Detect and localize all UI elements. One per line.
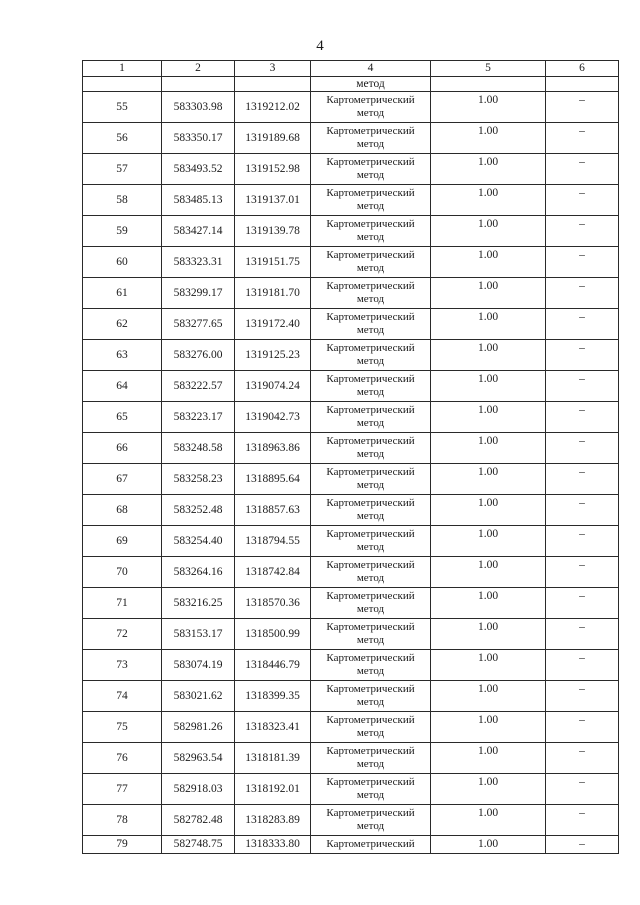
method-line-2: метод	[356, 231, 385, 243]
method-cell	[311, 464, 431, 495]
note-cell: –	[546, 185, 619, 216]
method-cell	[311, 495, 431, 526]
x-coordinate-cell: 583074.19	[162, 650, 235, 681]
accuracy-cell: 1.00	[431, 123, 546, 154]
continuation-text: метод	[311, 77, 431, 92]
method-line-1: Картометрический	[326, 838, 415, 850]
y-coordinate-cell: 1318742.84	[235, 557, 311, 588]
method-line-1: Картометрический	[326, 435, 415, 447]
method-line-1: Картометрический	[326, 497, 415, 509]
table-row	[83, 495, 619, 526]
point-number-cell: 65	[83, 402, 162, 433]
point-number-cell: 79	[83, 836, 162, 854]
table-row	[83, 588, 619, 619]
x-coordinate-cell: 583303.98	[162, 92, 235, 123]
table-row	[83, 402, 619, 433]
y-coordinate-cell: 1318283.89	[235, 805, 311, 836]
method-line-2: метод	[356, 138, 385, 150]
method-cell	[311, 123, 431, 154]
point-number-cell: 58	[83, 185, 162, 216]
point-number-cell: 78	[83, 805, 162, 836]
method-cell	[311, 247, 431, 278]
method-cell	[311, 588, 431, 619]
note-cell: –	[546, 402, 619, 433]
method-line-2: метод	[356, 634, 385, 646]
point-number-cell: 69	[83, 526, 162, 557]
accuracy-cell: 1.00	[431, 495, 546, 526]
accuracy-cell: 1.00	[431, 154, 546, 185]
y-coordinate-cell: 1319181.70	[235, 278, 311, 309]
point-number-cell: 64	[83, 371, 162, 402]
method-cell	[311, 154, 431, 185]
accuracy-cell: 1.00	[431, 774, 546, 805]
y-coordinate-cell: 1318181.39	[235, 743, 311, 774]
point-number-cell: 56	[83, 123, 162, 154]
table-header-row	[83, 61, 619, 77]
method-line-2: метод	[356, 727, 385, 739]
method-line-1: Картометрический	[326, 249, 415, 261]
y-coordinate-cell: 1318192.01	[235, 774, 311, 805]
method-line-2: метод	[356, 107, 385, 119]
method-line-1: Картометрический	[326, 373, 415, 385]
note-cell: –	[546, 588, 619, 619]
x-coordinate-cell: 583277.65	[162, 309, 235, 340]
table-row	[83, 340, 619, 371]
point-number-cell: 66	[83, 433, 162, 464]
note-cell: –	[546, 650, 619, 681]
table-row	[83, 836, 619, 854]
column-header: 3	[235, 61, 311, 77]
y-coordinate-cell: 1319125.23	[235, 340, 311, 371]
method-cell	[311, 774, 431, 805]
method-line-2: метод	[356, 355, 385, 367]
accuracy-cell: 1.00	[431, 588, 546, 619]
y-coordinate-cell: 1318857.63	[235, 495, 311, 526]
method-cell	[311, 836, 431, 854]
note-cell: –	[546, 154, 619, 185]
method-cell	[311, 309, 431, 340]
method-line-1: Картометрический	[326, 807, 415, 819]
column-header: 1	[83, 61, 162, 77]
note-cell: –	[546, 464, 619, 495]
method-line-2: метод	[356, 696, 385, 708]
point-number-cell: 74	[83, 681, 162, 712]
y-coordinate-cell: 1318963.86	[235, 433, 311, 464]
accuracy-cell: 1.00	[431, 402, 546, 433]
method-line-1: Картометрический	[326, 466, 415, 478]
table-row	[83, 557, 619, 588]
x-coordinate-cell: 583264.16	[162, 557, 235, 588]
column-header: 6	[546, 61, 619, 77]
method-cell	[311, 278, 431, 309]
method-line-2: метод	[356, 789, 385, 801]
note-cell: –	[546, 836, 619, 854]
method-line-2: метод	[356, 479, 385, 491]
note-cell: –	[546, 774, 619, 805]
x-coordinate-cell: 583299.17	[162, 278, 235, 309]
method-line-1: Картометрический	[326, 342, 415, 354]
point-number-cell: 60	[83, 247, 162, 278]
point-number-cell: 63	[83, 340, 162, 371]
point-number-cell: 71	[83, 588, 162, 619]
table-row	[83, 681, 619, 712]
x-coordinate-cell: 583427.14	[162, 216, 235, 247]
accuracy-cell: 1.00	[431, 805, 546, 836]
method-line-2: метод	[356, 758, 385, 770]
accuracy-cell: 1.00	[431, 557, 546, 588]
coordinates-table	[82, 60, 619, 854]
note-cell: –	[546, 805, 619, 836]
x-coordinate-cell: 582963.54	[162, 743, 235, 774]
note-cell: –	[546, 340, 619, 371]
y-coordinate-cell: 1319212.02	[235, 92, 311, 123]
method-line-1: Картометрический	[326, 590, 415, 602]
method-line-1: Картометрический	[326, 683, 415, 695]
note-cell: –	[546, 712, 619, 743]
point-number-cell: 55	[83, 92, 162, 123]
method-line-2: метод	[356, 510, 385, 522]
method-line-1: Картометрический	[326, 714, 415, 726]
table-row	[83, 712, 619, 743]
table-row	[83, 805, 619, 836]
note-cell: –	[546, 526, 619, 557]
x-coordinate-cell: 583021.62	[162, 681, 235, 712]
accuracy-cell: 1.00	[431, 650, 546, 681]
note-cell: –	[546, 681, 619, 712]
method-cell	[311, 681, 431, 712]
method-line-1: Картометрический	[326, 156, 415, 168]
y-coordinate-cell: 1318794.55	[235, 526, 311, 557]
method-line-1: Картометрический	[326, 311, 415, 323]
accuracy-cell: 1.00	[431, 247, 546, 278]
method-cell	[311, 433, 431, 464]
point-number-cell: 77	[83, 774, 162, 805]
point-number-cell: 61	[83, 278, 162, 309]
table-row	[83, 743, 619, 774]
point-number-cell: 67	[83, 464, 162, 495]
method-cell	[311, 712, 431, 743]
accuracy-cell: 1.00	[431, 743, 546, 774]
note-cell: –	[546, 495, 619, 526]
note-cell: –	[546, 619, 619, 650]
column-header: 5	[431, 61, 546, 77]
method-line-2: метод	[356, 665, 385, 677]
note-cell: –	[546, 433, 619, 464]
table-row	[83, 216, 619, 247]
point-number-cell: 75	[83, 712, 162, 743]
method-line-2: метод	[356, 541, 385, 553]
note-cell: –	[546, 278, 619, 309]
table-row	[83, 464, 619, 495]
point-number-cell: 70	[83, 557, 162, 588]
y-coordinate-cell: 1319137.01	[235, 185, 311, 216]
note-cell: –	[546, 557, 619, 588]
x-coordinate-cell: 583485.13	[162, 185, 235, 216]
method-line-1: Картометрический	[326, 125, 415, 137]
x-coordinate-cell: 583223.17	[162, 402, 235, 433]
x-coordinate-cell: 582782.48	[162, 805, 235, 836]
note-cell: –	[546, 743, 619, 774]
note-cell: –	[546, 309, 619, 340]
accuracy-cell: 1.00	[431, 309, 546, 340]
method-line-2: метод	[356, 293, 385, 305]
method-line-1: Картометрический	[326, 528, 415, 540]
y-coordinate-cell: 1319172.40	[235, 309, 311, 340]
table-row	[83, 185, 619, 216]
page-number: 4	[316, 38, 324, 54]
table-row	[83, 92, 619, 123]
note-cell: –	[546, 371, 619, 402]
y-coordinate-cell: 1318446.79	[235, 650, 311, 681]
method-line-1: Картометрический	[326, 187, 415, 199]
y-coordinate-cell: 1319151.75	[235, 247, 311, 278]
method-line-2: метод	[356, 324, 385, 336]
y-coordinate-cell: 1318333.80	[235, 836, 311, 854]
table-row	[83, 619, 619, 650]
table-row	[83, 371, 619, 402]
method-line-1: Картометрический	[326, 404, 415, 416]
y-coordinate-cell: 1319152.98	[235, 154, 311, 185]
y-coordinate-cell: 1319074.24	[235, 371, 311, 402]
method-line-1: Картометрический	[326, 652, 415, 664]
accuracy-cell: 1.00	[431, 712, 546, 743]
y-coordinate-cell: 1318399.35	[235, 681, 311, 712]
method-cell	[311, 185, 431, 216]
accuracy-cell: 1.00	[431, 681, 546, 712]
method-cell	[311, 340, 431, 371]
method-line-1: Картометрический	[326, 559, 415, 571]
y-coordinate-cell: 1319189.68	[235, 123, 311, 154]
table-row	[83, 309, 619, 340]
method-cell	[311, 557, 431, 588]
table-row	[83, 650, 619, 681]
method-line-2: метод	[356, 169, 385, 181]
x-coordinate-cell: 583254.40	[162, 526, 235, 557]
x-coordinate-cell: 583350.17	[162, 123, 235, 154]
method-cell	[311, 619, 431, 650]
note-cell: –	[546, 216, 619, 247]
point-number-cell: 59	[83, 216, 162, 247]
table-row	[83, 278, 619, 309]
x-coordinate-cell: 582981.26	[162, 712, 235, 743]
x-coordinate-cell: 583248.58	[162, 433, 235, 464]
point-number-cell: 62	[83, 309, 162, 340]
accuracy-cell: 1.00	[431, 278, 546, 309]
method-line-2: метод	[356, 262, 385, 274]
method-line-1: Картометрический	[326, 776, 415, 788]
accuracy-cell: 1.00	[431, 185, 546, 216]
note-cell: –	[546, 92, 619, 123]
point-number-cell: 72	[83, 619, 162, 650]
x-coordinate-cell: 583258.23	[162, 464, 235, 495]
method-cell	[311, 650, 431, 681]
method-line-2: метод	[356, 200, 385, 212]
y-coordinate-cell: 1318500.99	[235, 619, 311, 650]
accuracy-cell: 1.00	[431, 340, 546, 371]
accuracy-cell: 1.00	[431, 464, 546, 495]
table-row	[83, 123, 619, 154]
table-row	[83, 247, 619, 278]
method-cell	[311, 402, 431, 433]
method-line-1: Картометрический	[326, 218, 415, 230]
method-cell	[311, 371, 431, 402]
x-coordinate-cell: 583153.17	[162, 619, 235, 650]
method-line-2: метод	[356, 820, 385, 832]
method-line-1: Картометрический	[326, 280, 415, 292]
x-coordinate-cell: 582918.03	[162, 774, 235, 805]
y-coordinate-cell: 1318323.41	[235, 712, 311, 743]
x-coordinate-cell: 583252.48	[162, 495, 235, 526]
point-number-cell: 57	[83, 154, 162, 185]
method-cell	[311, 526, 431, 557]
method-cell	[311, 743, 431, 774]
method-line-1: Картометрический	[326, 621, 415, 633]
method-cell	[311, 216, 431, 247]
method-line-1: Картометрический	[326, 94, 415, 106]
x-coordinate-cell: 583493.52	[162, 154, 235, 185]
x-coordinate-cell: 582748.75	[162, 836, 235, 854]
x-coordinate-cell: 583222.57	[162, 371, 235, 402]
accuracy-cell: 1.00	[431, 619, 546, 650]
x-coordinate-cell: 583276.00	[162, 340, 235, 371]
table-row	[83, 154, 619, 185]
point-number-cell: 76	[83, 743, 162, 774]
method-line-2: метод	[356, 572, 385, 584]
x-coordinate-cell: 583216.25	[162, 588, 235, 619]
note-cell: –	[546, 247, 619, 278]
method-line-2: метод	[356, 448, 385, 460]
y-coordinate-cell: 1318895.64	[235, 464, 311, 495]
method-line-2: метод	[356, 417, 385, 429]
method-cell	[311, 805, 431, 836]
continuation-row	[83, 77, 619, 92]
accuracy-cell: 1.00	[431, 526, 546, 557]
y-coordinate-cell: 1318570.36	[235, 588, 311, 619]
accuracy-cell: 1.00	[431, 433, 546, 464]
column-header: 2	[162, 61, 235, 77]
accuracy-cell: 1.00	[431, 836, 546, 854]
method-line-2: метод	[356, 386, 385, 398]
accuracy-cell: 1.00	[431, 216, 546, 247]
table-row	[83, 526, 619, 557]
y-coordinate-cell: 1319139.78	[235, 216, 311, 247]
method-cell	[311, 92, 431, 123]
note-cell: –	[546, 123, 619, 154]
accuracy-cell: 1.00	[431, 92, 546, 123]
accuracy-cell: 1.00	[431, 371, 546, 402]
column-header: 4	[311, 61, 431, 77]
point-number-cell: 73	[83, 650, 162, 681]
point-number-cell: 68	[83, 495, 162, 526]
y-coordinate-cell: 1319042.73	[235, 402, 311, 433]
x-coordinate-cell: 583323.31	[162, 247, 235, 278]
table-row	[83, 433, 619, 464]
method-line-1: Картометрический	[326, 745, 415, 757]
table-row	[83, 774, 619, 805]
method-line-2: метод	[356, 603, 385, 615]
